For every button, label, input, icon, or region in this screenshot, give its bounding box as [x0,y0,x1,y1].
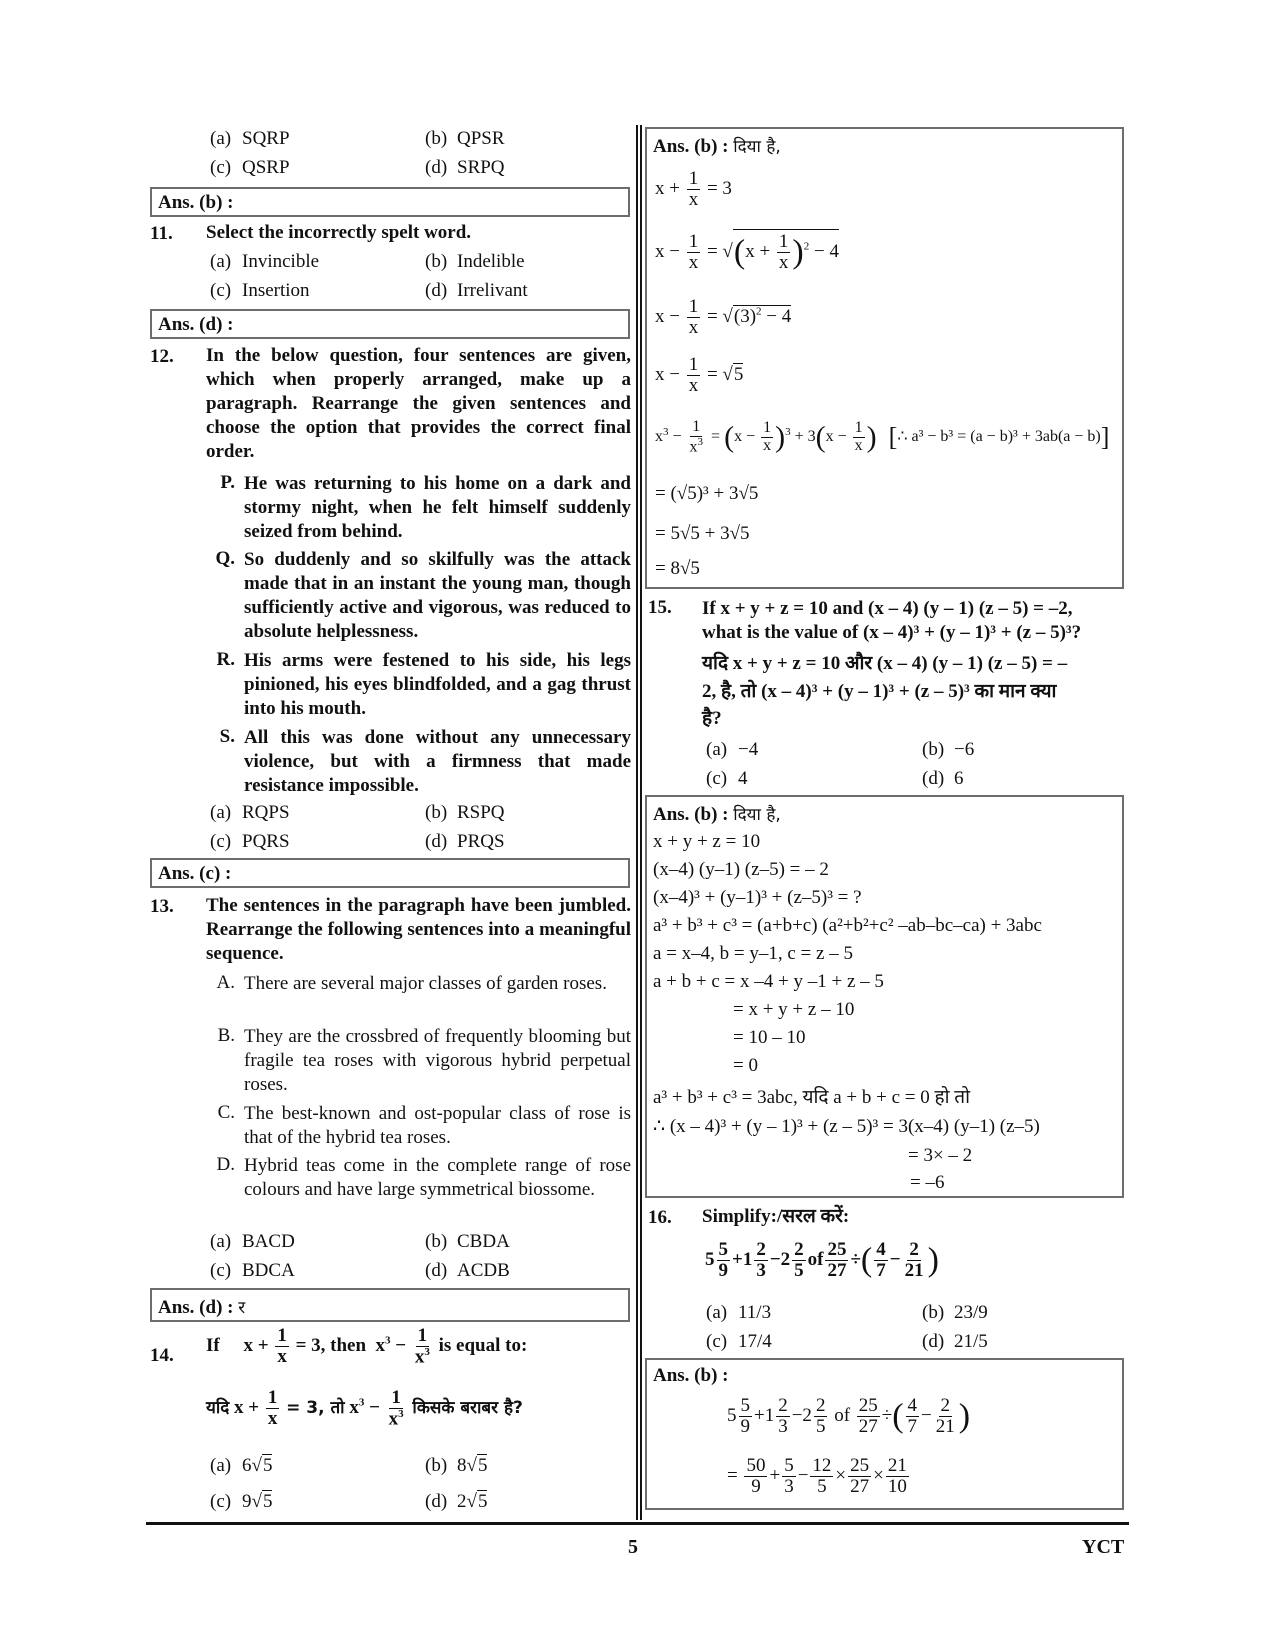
q15-option-d: (d) 6 [922,768,964,789]
q14-question-en: If x + $\frac{1}{x}$ = 3, then $x^3$ − $\frac{1}{x^3}$ is equal to: [206,1325,528,1368]
q15-sol-line-6: a + b + c = x –4 + y –1 + z – 5 [653,971,884,992]
q12-sentence-q-label: Q. [215,548,235,569]
q13-sentence-c-label: C. [217,1102,235,1123]
q12-option-b: (b) RSPQ [425,802,505,823]
q12-sentence-p-label: P. [220,472,235,493]
q13-sentence-a-label: A. [216,972,235,993]
q12-answer: Ans. (c) : [158,863,232,884]
footer-brand: YCT [1082,1536,1125,1558]
q14-option-b: (b) 8√5 [425,1455,488,1476]
footer-rule [146,1522,1129,1525]
q12-option-c: (c) PQRS [210,831,290,852]
q15-option-a: (a) −4 [706,739,759,760]
q14-option-a: (a) 6√5 [210,1455,273,1476]
q11-text: Select the incorrectly spelt word. [206,222,472,243]
column-divider [636,125,638,1520]
q13-text: The sentences in the paragraph have been jumbled. Rearrange the following sentences into a meaningful sequence. [206,895,631,964]
q15-sol-line-4: a³ + b³ + c³ = (a+b+c) (a²+b²+c² –ab–bc–ca) + 3abc [653,915,1042,936]
q16-sol-line-1: 5 $\frac{5}{9}$ +1 $\frac{2}{3}$ −2 $\frac{2}{5}$ of $\frac{25}{27}$ ÷( $\frac{4}{7}$ − $\frac{2}{21}$ ) [727,1395,971,1437]
q13-sentence-b-label: B. [217,1025,235,1046]
q12-number: 12. [150,346,174,367]
q14-sol-line-1: x + $\frac{1}{x}$ = 3 [655,168,732,210]
q16-option-c: (c) 17/4 [706,1331,772,1352]
q13-answer-box [150,1288,630,1322]
q14-sol-line-8: = 8√5 [655,558,700,579]
q13-option-c: (c) BDCA [210,1260,295,1281]
q12-sentence-q: So duddenly and so skilfully was the attack made that in an instant the young man, though sufficiently active and vigorous, was reduced to absolute helplessness. [244,549,631,642]
q15-text-en-1: If x + y + z = 10 and (x – 4) (y – 1) (z – 5) = –2, [702,598,1073,619]
q13-number: 13. [150,896,174,917]
q14-solution-box [645,127,1124,589]
q11-number: 11. [150,223,173,244]
q10-option-c: (c) QSRP [210,157,290,178]
q12-sentence-p: He was returning to his home on a dark and stormy night, when he felt himself suddenly seized from behind. [244,473,631,542]
q15-solution-box [645,795,1124,1198]
q14-option-d: (d) 2√5 [425,1491,488,1512]
q14-sol-line-4: x − $\frac{1}{x}$ = √5 [655,354,744,396]
q16-number: 16. [648,1207,672,1228]
q12-text: In the below question, four sentences are given, which when properly arranged, make up a paragraph. Rearrange the given sentences and choose the option that provides the correct final order. [206,345,631,462]
q15-option-b: (b) −6 [922,739,975,760]
q13-sentence-d: Hybrid teas come in the complete range of rose colours and have large symmetrical biossome. [244,1155,631,1200]
q11-option-d: (d) Irrelivant [425,280,528,301]
q14-sol-line-7: = 5√5 + 3√5 [655,523,750,544]
q14-sol-line-2: x − $\frac{1}{x}$ = √(x + $\frac{1}{x}$ )$^2$ − 4 [655,231,839,273]
q13-option-b: (b) CBDA [425,1231,510,1252]
q15-sol-line-9: = 0 [733,1055,758,1076]
q16-solution-header: Ans. (b) : [653,1365,729,1386]
q14-option-c: (c) 9√5 [210,1491,273,1512]
q14-sol-line-6: = (√5)³ + 3√5 [655,483,759,504]
q13-sentence-a: There are several major classes of garden roses. [244,973,607,994]
q10-option-a: (a) SQRP [210,128,290,149]
q15-sol-line-8: = 10 – 10 [733,1027,806,1048]
q15-sol-line-12: = 3× – 2 [908,1145,973,1166]
q12-sentence-s-label: S. [219,726,235,747]
q15-sol-line-10: a³ + b³ + c³ = 3abc, यदि a + b + c = 0 हो तो [653,1087,971,1108]
q13-option-a: (a) BACD [210,1231,295,1252]
q15-option-c: (c) 4 [706,768,748,789]
q13-option-d: (d) ACDB [425,1260,510,1281]
q10-answer-box [150,187,630,217]
q10-option-d: (d) SRPQ [425,157,505,178]
column-divider-inner [640,125,642,1520]
q11-answer-box [150,309,630,339]
q16-option-a: (a) 11/3 [706,1302,772,1323]
q15-text-hi-1: यदि x + y + z = 10 और (x – 4) (y – 1) (z – 5) = – [702,653,1068,674]
q15-sol-line-7: = x + y + z – 10 [733,999,855,1020]
q12-option-d: (d) PRQS [425,831,505,852]
q15-text-hi-2: 2, है, तो (x – 4)³ + (y – 1)³ + (z – 5)³ का मान क्या [702,681,1057,702]
q11-option-b: (b) Indelible [425,251,525,272]
q16-option-d: (d) 21/5 [922,1331,988,1352]
q14-number: 14. [150,1345,174,1366]
q12-sentence-r: His arms were festened to his side, his legs pinioned, his eyes blindfolded, and a gag thrust into his mouth. [244,650,631,719]
q15-sol-line-13: = –6 [910,1172,945,1193]
q14-sol-line-3: x − $\frac{1}{x}$ = $√(3)^2 - 4$ [655,296,792,338]
q15-sol-line-5: a = x–4, b = y–1, c = z – 5 [653,943,853,964]
q16-sol-line-2: = $\frac{50}{9}$ + $\frac{5}{3}$ − $\frac{12}{5}$ × $\frac{25}{27}$ × $\frac{21}{10}$ [727,1455,907,1497]
q16-option-b: (b) 23/9 [922,1302,988,1323]
q13-sentence-d-label: D. [216,1154,235,1175]
q16-expression: 5 $\frac{5}{9}$ +1 $\frac{2}{3}$ −2 $\frac{2}{5}$ of $\frac{25}{27}$ ÷( $\frac{4}{7}$ − $\frac{2}{21}$ ) [705,1239,939,1281]
page-number: 5 [628,1536,638,1558]
q12-sentence-r-label: R. [216,649,235,670]
q15-sol-line-11: ∴ (x – 4)³ + (y – 1)³ + (z – 5)³ = 3(x–4) (y–1) (z–5) [653,1116,1040,1137]
q13-answer: Ans. (d) : र [158,1297,246,1318]
q14-question-hi: यदि x + $\frac{1}{x}$ = 3, तो $x^3$ − $\frac{1}{x^3}$ किसके बराबर है? [206,1387,523,1430]
q15-sol-line-1: x + y + z = 10 [653,831,761,852]
q15-text-en-2: what is the value of (x – 4)³ + (y – 1)³ + (z – 5)³? [702,622,1082,643]
q15-text-hi-3: है? [702,708,722,729]
q12-sentence-s: All this was done without any unnecessary violence, but with a firmness that made resistance impossible. [244,727,631,796]
q14-solution-header: Ans. (b) : दिया है, [653,136,781,157]
q12-option-a: (a) RQPS [210,802,290,823]
q16-text: Simplify:/सरल करें: [702,1206,850,1227]
q14-sol-line-5: $x^3$ − $\frac{1}{x^3}$ = (x − $\frac{1}{x}$ )$^3$ + 3(x − $\frac{1}{x}$ ) [∴ a³ − b³ = (a − b)³ + 3ab(a − b)] [655,418,1110,456]
q15-sol-line-2: (x–4) (y–1) (z–5) = – 2 [653,859,829,880]
q10-answer: Ans. (b) : [158,192,234,213]
q16-solution-box [645,1358,1124,1510]
q12-answer-box [150,858,630,888]
q15-solution-header: Ans. (b) : दिया है, [653,804,781,825]
q15-number: 15. [648,597,672,618]
q11-option-a: (a) Invincible [210,251,320,272]
q15-sol-line-3: (x–4)³ + (y–1)³ + (z–5)³ = ? [653,887,862,908]
q13-sentence-c: The best-known and ost-popular class of rose is that of the hybrid tea roses. [244,1103,631,1148]
q10-option-b: (b) QPSR [425,128,505,149]
q11-answer: Ans. (d) : [158,314,234,335]
q11-option-c: (c) Insertion [210,280,310,301]
q13-sentence-b: They are the crossbred of frequently blooming but fragile tea roses with vigorous hybrid perpetual roses. [244,1026,631,1095]
